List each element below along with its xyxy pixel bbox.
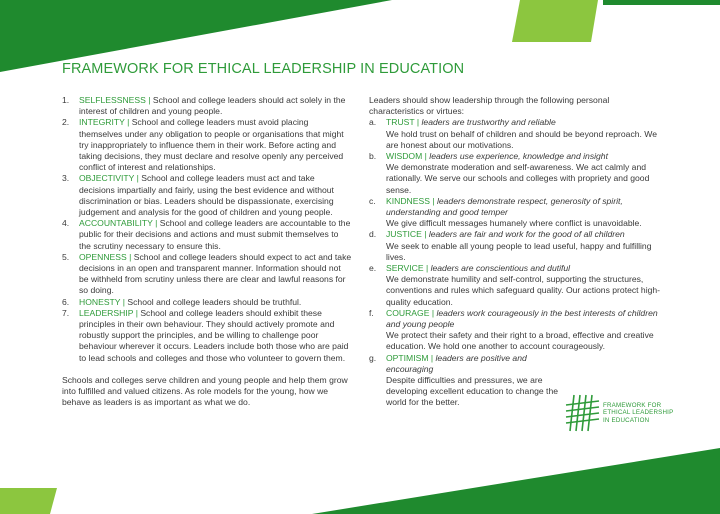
virtue-letter: b.: [369, 151, 377, 162]
virtue-letter: e.: [369, 263, 377, 274]
virtue-name: SERVICE: [386, 263, 424, 274]
principle-name: LEADERSHIP: [79, 307, 134, 318]
principle-number: 6.: [62, 296, 70, 307]
framework-logo: [565, 393, 675, 435]
principle-text: School and college leaders are accountable to the public for their decisions and actions and must submit themselves to the scrutiny necessary to ensure this.: [79, 218, 351, 251]
principle-number: 4.: [62, 218, 70, 229]
virtue-name: JUSTICE: [386, 229, 422, 240]
virtue-text: Despite difficulties and pressures, we are developing excellent education to change the world for the better.: [386, 375, 559, 408]
bottom-left-light-stripe: [0, 488, 57, 514]
virtues-column: [369, 95, 661, 409]
virtue-item: c. KINDNESS | leaders demonstrate respect, generosity of spirit, understanding and good temper We give difficult messages humanely where conflict is unavoidable.: [369, 195, 642, 229]
page-title: FRAMEWORK FOR ETHICAL LEADERSHIP IN EDUCATION: [62, 61, 465, 77]
principle-item: 2. INTEGRITY | School and college leaders must avoid placing themselves under any obligation to people or organisations that might try inappropriately to influence them in their work. Before acting and taking decisions, they must declare and resolve openly any perceived conflict of interest and relationships.: [62, 117, 344, 173]
virtue-name: TRUST: [386, 117, 415, 128]
virtue-tagline: leaders are fair and work for the good of all children: [428, 229, 625, 240]
principle-number: 3.: [62, 173, 70, 184]
principle-text: School and college leaders should exhibit these principles in their own behaviour. They should actively promote and robustly support the principles, and be willing to challenge poor behaviour wherever it occurs. Leaders include both those who are paid to lead schools and colleges and those who volunteer to govern them.: [79, 307, 349, 363]
virtue-text: We protect their safety and their right to a broad, effective and creative education. We hold one another to account courageously.: [386, 330, 654, 352]
virtue-name: COURAGE: [386, 307, 430, 318]
virtue-item: a. TRUST | leaders are trustworthy and reliable We hold trust on behalf of children and should be beyond reproach. We are honest about our motivations.: [369, 117, 658, 150]
virtue-item: b. WISDOM | leaders use experience, knowledge and insight We demonstrate moderation and self-awareness. We act calmly and rationally. We serve our schools and colleges with propriety and good sense.: [369, 151, 650, 195]
top-right-light-stripe: [512, 0, 598, 42]
virtue-item: d. JUSTICE | leaders are fair and work for the good of all children We seek to enable all young people to lead useful, happy and fulfilling lives.: [369, 229, 652, 262]
virtues-intro: Leaders should show leadership through the following personal characteristics or virtues:: [369, 95, 610, 117]
principle-name: ACCOUNTABILITY: [79, 218, 153, 229]
virtue-name: WISDOM: [386, 151, 423, 162]
principle-text: School and college leaders must act and take decisions impartially and fairly, using the best evidence and without discrimination or bias. Leaders should be dispassionate, exercising judgement and analysis for the good of children and young people.: [79, 173, 334, 218]
virtue-text: We demonstrate moderation and self-awareness. We act calmly and rationally. We serve our schools and colleges with propriety and good sense.: [386, 162, 650, 195]
principle-number: 5.: [62, 251, 70, 262]
virtue-text: We give difficult messages humanely where conflict is unavoidable.: [386, 218, 642, 229]
virtue-letter: g.: [369, 352, 377, 363]
virtue-text: We demonstrate humility and self-control, supporting the structures, conventions and rules which safeguard quality. Our actions protect high-quality education.: [386, 274, 661, 307]
principles-column: [62, 95, 352, 417]
principle-name: OPENNESS: [79, 251, 127, 262]
principle-item: 4. ACCOUNTABILITY | School and college leaders are accountable to the public for their decisions and actions and must submit themselves to the scrutiny necessary to ensure this.: [62, 218, 351, 251]
virtue-tagline: leaders are trustworthy and reliable: [421, 117, 556, 128]
closing-paragraph: Schools and colleges serve children and young people and help them grow into fulfilled and valued citizens. As role models for the young, how we behave as leaders is as important as what we do.: [62, 374, 348, 408]
logo-wordmark: [603, 402, 673, 424]
principle-name: INTEGRITY: [79, 117, 125, 128]
principle-text: School and college leaders should be truthful.: [127, 296, 302, 307]
principle-number: 7.: [62, 307, 70, 318]
principle-text: School and college leaders must avoid placing themselves under any obligation to people or organisations that might try inappropriately to influence them in their work. Before acting and taking decisions, they must declare and resolve openly any perceived conflict of interest and relationships.: [79, 117, 344, 173]
logo-line: ETHICAL LEADERSHIP: [603, 409, 674, 417]
virtues-list: [369, 117, 661, 408]
principle-number: 1.: [62, 95, 70, 105]
principle-name: SELFLESSNESS: [79, 95, 146, 105]
virtue-item: g. OPTIMISM | leaders are positive and encouraging Despite difficulties and pressures, we are developing excellent education to change the world for the better.: [369, 352, 559, 408]
virtue-item: f. COURAGE | leaders work courageously in the best interests of children and young people We protect their safety and their right to a broad, effective and creative education. We hold one another to account courageously.: [369, 307, 658, 352]
virtue-letter: a.: [369, 117, 377, 128]
virtue-name: KINDNESS: [386, 195, 430, 206]
virtue-name: OPTIMISM: [386, 352, 429, 363]
principle-text: School and college leaders should expect to act and take decisions in an open and transparent manner. Information should not be withheld from scrutiny unless there are clear and lawful reasons for so doing.: [79, 251, 352, 296]
virtue-tagline: leaders are conscientious and dutiful: [430, 263, 571, 274]
virtue-letter: c.: [369, 195, 376, 206]
virtue-letter: d.: [369, 229, 377, 240]
principle-item: 1. SELFLESSNESS | School and college leaders should act solely in the interest of children and young people.: [62, 95, 346, 117]
principles-list: [62, 95, 352, 364]
virtue-tagline: leaders demonstrate respect, generosity of spirit, understanding and good temper: [386, 195, 623, 218]
virtue-text: We seek to enable all young people to lead useful, happy and fulfilling lives.: [386, 240, 652, 262]
principle-number: 2.: [62, 117, 70, 128]
bottom-right-dark-stripe: [312, 448, 720, 514]
top-right-dark-stripe: [603, 0, 720, 5]
virtue-item: e. SERVICE | leaders are conscientious and dutiful We demonstrate humility and self-control, supporting the structures, conventions and rules which safeguard quality. Our actions protect high-quality education.: [369, 263, 661, 307]
virtue-letter: f.: [369, 307, 374, 318]
principle-name: HONESTY: [79, 296, 121, 307]
virtue-tagline: leaders use experience, knowledge and insight: [429, 151, 608, 162]
logo-line: FRAMEWORK FOR: [603, 402, 662, 409]
virtue-text: We hold trust on behalf of children and should be beyond reproach. We are honest about our motivations.: [386, 128, 658, 150]
virtue-tagline: leaders are positive and encouraging: [386, 352, 527, 374]
logo-line: IN EDUCATION: [603, 416, 650, 424]
principle-item: 5. OPENNESS | School and college leaders should expect to act and take decisions in an open and transparent manner. Information should not be withheld from scrutiny unless there are clear and lawful reasons for so doing.: [62, 251, 352, 296]
principle-text: School and college leaders should act solely in the interest of children and young people.: [79, 95, 346, 117]
principle-item: 3. OBJECTIVITY | School and college leaders must act and take decisions impartially and fairly, using the best evidence and without discrimination or bias. Leaders should be dispassionate, exercising judgement and analysis for the good of children and young people.: [62, 173, 334, 218]
hash-grid-icon: [565, 393, 601, 433]
principle-item: 7. LEADERSHIP | School and college leaders should exhibit these principles in their own behaviour. They should actively promote and robustly support the principles, and be willing to challenge poor behaviour wherever it occurs. Leaders include both those who are paid to lead schools and colleges and those who volunteer to govern them.: [62, 307, 349, 363]
principle-name: OBJECTIVITY: [79, 173, 135, 184]
virtue-tagline: leaders work courageously in the best interests of children and young people: [386, 307, 658, 330]
principle-item: 6. HONESTY | School and college leaders should be truthful.: [62, 296, 302, 307]
